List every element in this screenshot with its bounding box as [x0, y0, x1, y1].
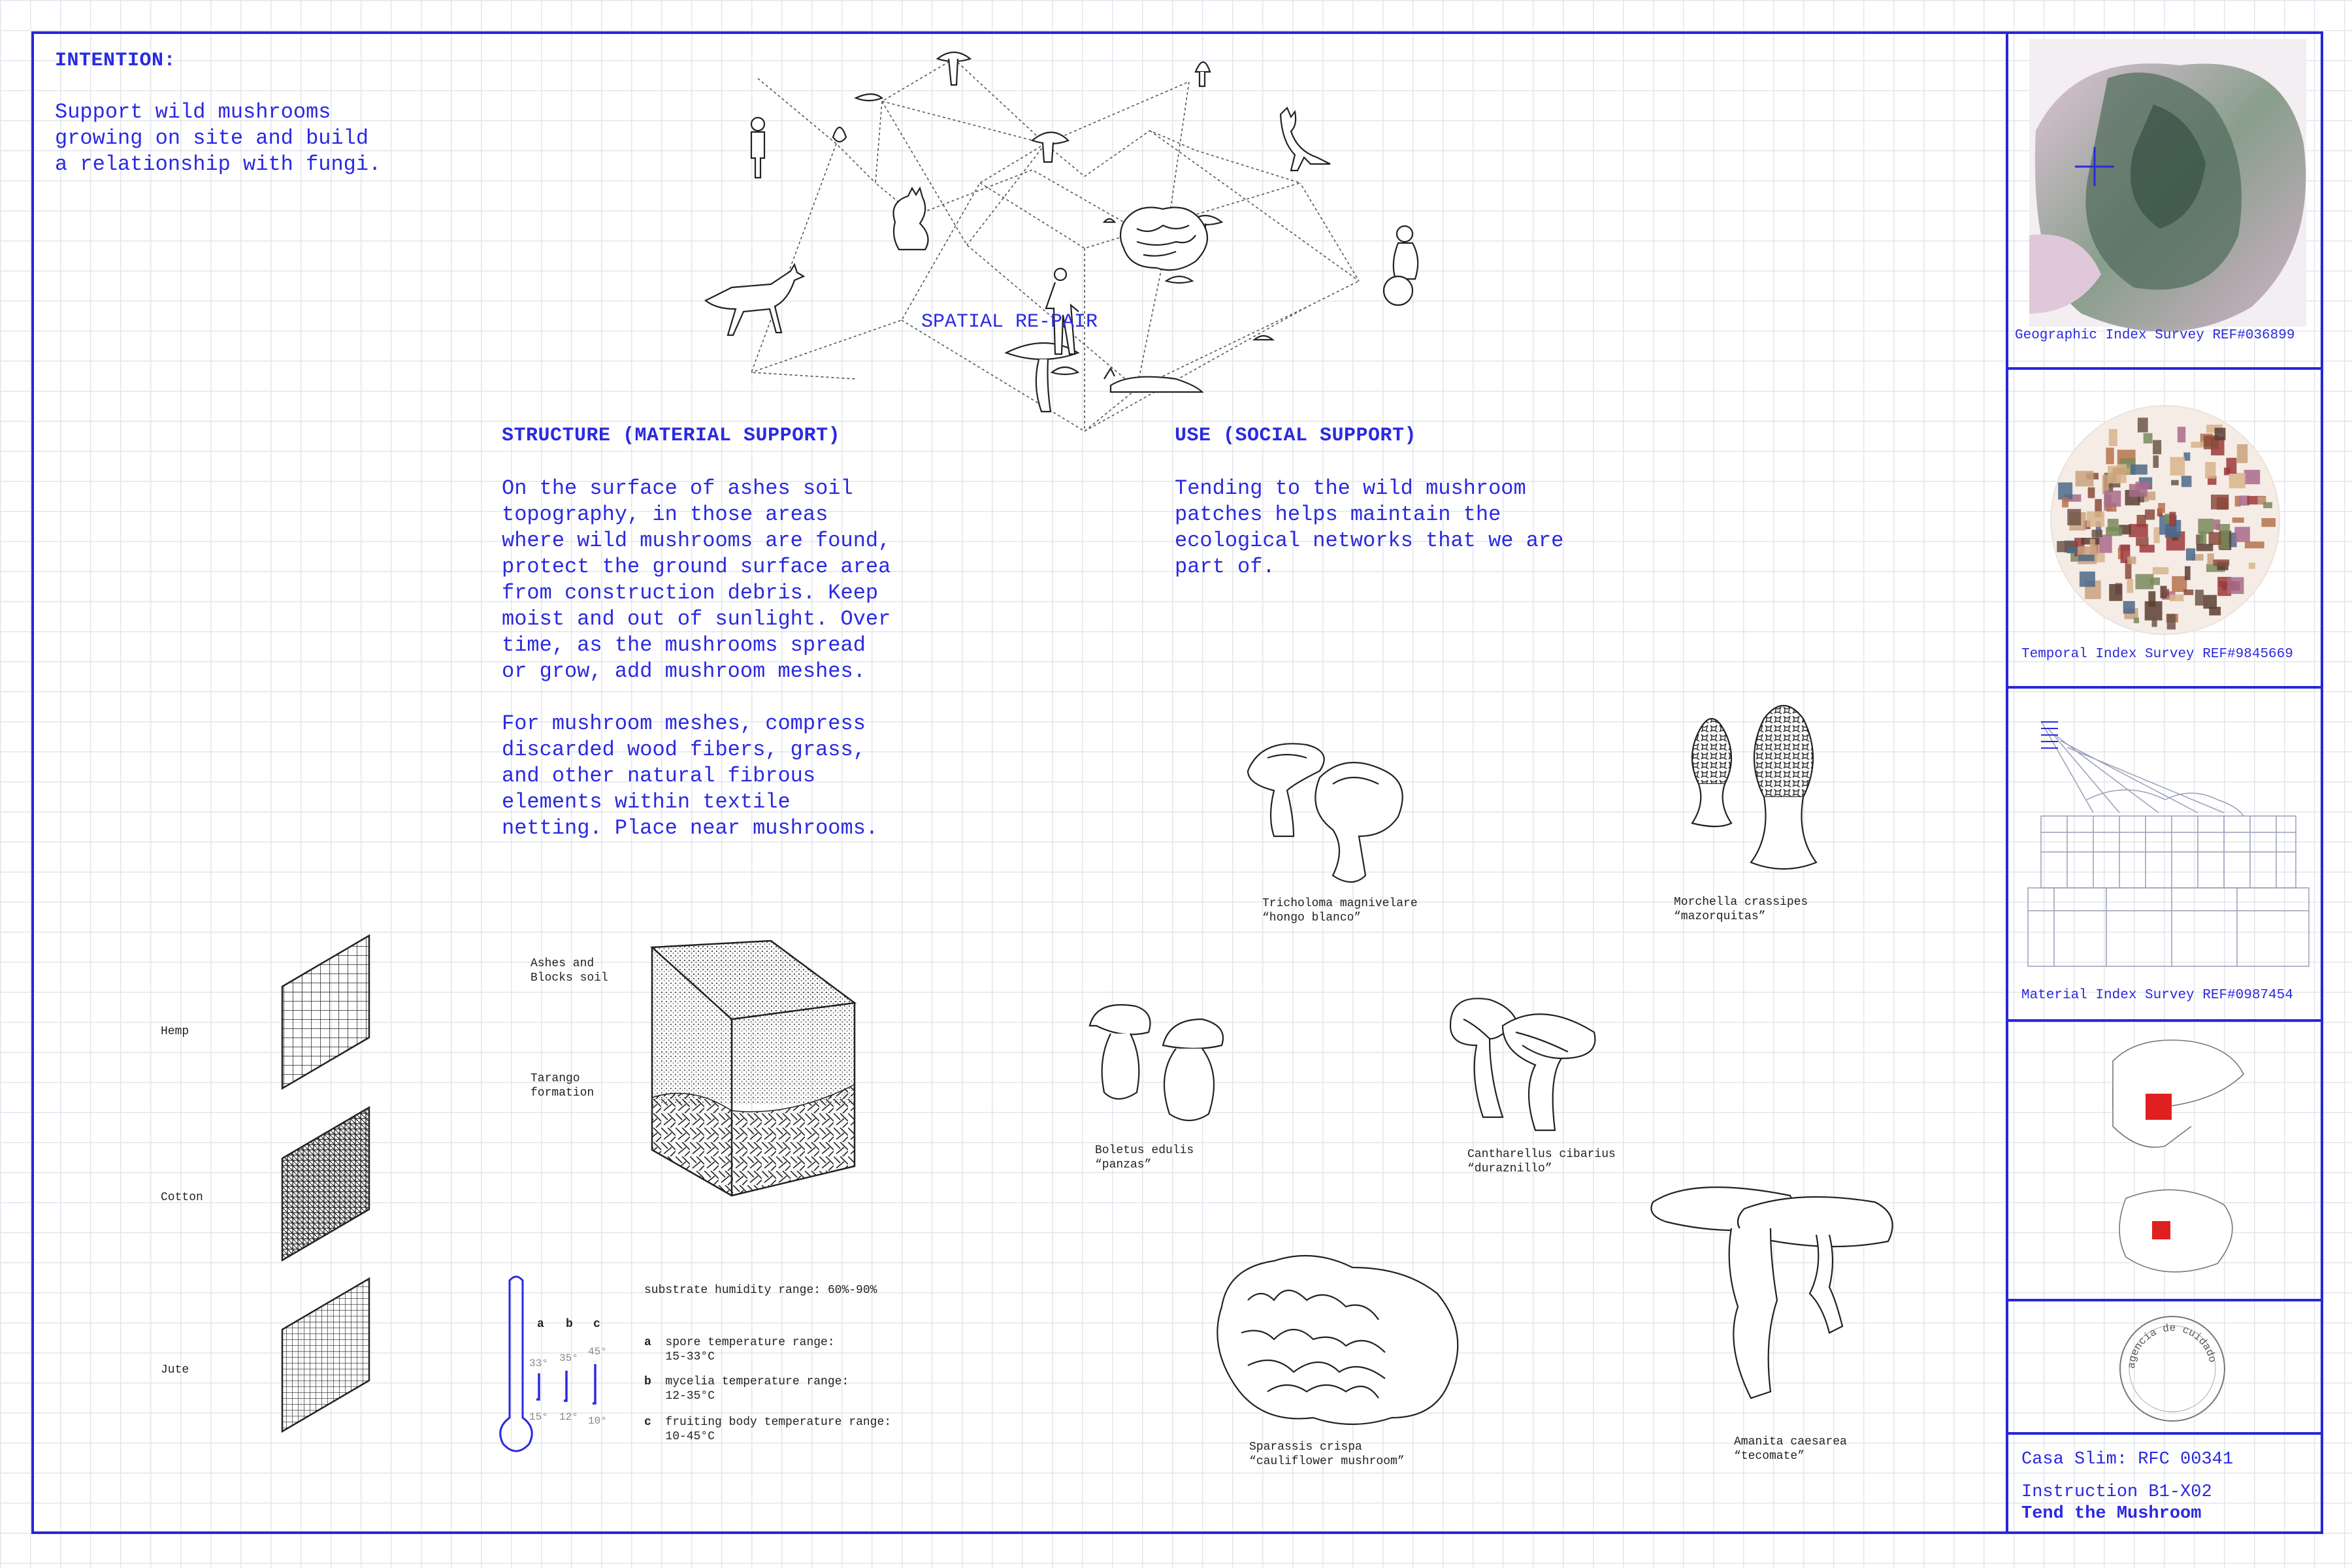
collage-fragment [2099, 534, 2112, 553]
collage-fragment [2213, 519, 2221, 529]
use-title: USE (SOCIAL SUPPORT) [1175, 425, 1417, 447]
collage-fragment [2087, 512, 2104, 527]
amanita-illustration [1646, 1183, 1921, 1418]
collage-fragment [2170, 457, 2185, 476]
site-plan-image [2106, 1035, 2250, 1283]
collage-fragment [2058, 482, 2072, 499]
collage-fragment [2183, 589, 2193, 595]
agency-stamp-icon [2117, 1313, 2228, 1424]
project-ref: Casa Slim: RFC 00341 [2021, 1450, 2234, 1469]
use-text: Tending to the wild mushroom patches helps maintain the ecological networks that we are part of. [1175, 476, 1564, 579]
collage-fragment [2171, 480, 2179, 485]
mesh-label-hemp: Hemp [161, 1025, 189, 1038]
soil-bottom-label: Tarango formation [531, 1072, 595, 1100]
collage-fragment [2134, 617, 2139, 623]
collage-fragment [2215, 428, 2226, 440]
tricholoma-label: Tricholoma magnivelare “hongo blanco” [1262, 897, 1418, 924]
thermo-low-b: 12° [559, 1411, 578, 1423]
collage-fragment [2129, 484, 2148, 497]
structure-title: STRUCTURE (MATERIAL SUPPORT) [502, 425, 841, 447]
collage-fragment [2109, 429, 2117, 446]
thermo-high-a: 33° [529, 1358, 548, 1369]
collage-fragment [2185, 566, 2191, 580]
collage-fragment [2109, 584, 2122, 601]
temporal-collage-image [2034, 396, 2296, 644]
range-a: a spore temperature range: 15-33°C [644, 1336, 835, 1364]
collage-fragment [2136, 537, 2148, 546]
material-caption: Material Index Survey REF#0987454 [2021, 988, 2293, 1003]
collage-fragment [2145, 510, 2155, 520]
morchella-label: Morchella crassipes “mazorquitas” [1674, 896, 1808, 923]
collage-fragment [2106, 448, 2114, 464]
collage-fragment [2153, 567, 2168, 574]
temporal-caption: Temporal Index Survey REF#9845669 [2021, 647, 2293, 662]
intention-text: Support wild mushrooms growing on site and build a relationship with fungi. [55, 100, 382, 176]
structure-text: On the surface of ashes soil topography, in those areas where wild mushrooms are found, protect the ground surface area from construction debris. Keep moist and out of sunlight. Over time, as the mushrooms spread or grow, add mushroom meshes. For mushroom meshes, compress discarded wood fibers, grass, and other natural fibrous elements within textile netting. Place near mushrooms. [502, 476, 891, 840]
thermo-high-b: 35° [559, 1352, 578, 1364]
thermo-range-bars [532, 1346, 604, 1418]
soil-block-diagram [647, 941, 869, 1202]
collage-fragment [2209, 532, 2221, 545]
thermo-col-b: b [566, 1318, 573, 1331]
tricholoma-illustration [1241, 738, 1437, 882]
collage-fragment [2237, 444, 2247, 463]
collage-fragment [2127, 557, 2136, 564]
collage-fragment [2088, 487, 2095, 498]
collage-fragment [2144, 433, 2153, 444]
collage-fragment [2131, 465, 2148, 475]
geographic-map-image [2029, 39, 2306, 327]
mesh-jute [282, 1279, 369, 1431]
collage-fragment [2229, 473, 2246, 489]
thermometer-icon [497, 1274, 536, 1470]
collage-fragment [2090, 539, 2095, 555]
cantharellus-label: Cantharellus cibarius “duraznillo” [1467, 1148, 1616, 1175]
mesh-label-jute: Jute [161, 1364, 189, 1377]
collage-fragment [2148, 591, 2155, 607]
thermo-col-c: c [593, 1318, 600, 1331]
thermo-col-a: a [537, 1318, 544, 1331]
stamp-panel [2008, 1301, 2323, 1435]
material-index-panel[interactable] [2008, 689, 2323, 1022]
stamp-text: agencia de cuidado [2125, 1322, 2219, 1369]
collage-fragment [2067, 509, 2081, 525]
collage-fragment [2106, 527, 2122, 536]
collage-fragment [2076, 471, 2094, 487]
thermo-high-c: 45° [588, 1346, 607, 1358]
collage-fragment [2078, 555, 2095, 561]
collage-fragment [2227, 577, 2244, 594]
collage-fragment [2211, 495, 2229, 510]
collage-fragment [2129, 524, 2148, 537]
soil-top-label: Ashes and Blocks soil [531, 957, 608, 985]
thermo-low-c: 10° [588, 1415, 607, 1427]
title-block [2021, 1448, 2233, 1524]
collage-fragment [2138, 417, 2148, 432]
collage-fragment [2195, 590, 2204, 606]
geographic-index-panel[interactable] [2008, 31, 2323, 370]
collage-fragment [2181, 476, 2192, 487]
collage-fragment [2062, 497, 2068, 508]
temporal-index-panel[interactable] [2008, 370, 2323, 689]
collage-fragment [2261, 518, 2276, 527]
amanita-label: Amanita caesarea “tecomate” [1734, 1435, 1847, 1463]
collage-fragment [2080, 572, 2095, 587]
site-location-panel [2008, 1022, 2323, 1301]
collage-fragment [2127, 579, 2133, 593]
collage-fragment [2263, 502, 2272, 508]
collage-fragment [2232, 517, 2244, 523]
boletus-illustration [1085, 1000, 1248, 1124]
collage-fragment [2163, 589, 2169, 596]
collage-fragment [2213, 559, 2230, 565]
range-c: c fruiting body temperature range: 10-45°C [644, 1416, 892, 1443]
collage-fragment [2197, 544, 2213, 551]
collage-fragment [2067, 547, 2079, 553]
collage-fragment [2092, 530, 2102, 537]
collage-fragment [2140, 545, 2155, 553]
collage-fragment [2104, 491, 2121, 507]
collage-fragment [2205, 462, 2215, 478]
svg-text:agencia de cuidado [2126, 1322, 2218, 1369]
spatial-network-diagram [679, 33, 1450, 464]
collage-fragment [2167, 614, 2176, 630]
material-building-image [2015, 702, 2315, 976]
instruction-ref: Instruction B1-X02 [2021, 1482, 2212, 1502]
boletus-label: Boletus edulis “panzas” [1095, 1144, 1194, 1171]
intention-title: INTENTION: [55, 50, 176, 72]
mesh-label-cotton: Cotton [161, 1191, 203, 1204]
collage-fragment [2226, 458, 2236, 474]
morchella-illustration [1673, 706, 1842, 875]
collage-fragment [2152, 617, 2157, 627]
geo-caption: Geographic Index Survey REF#036899 [2015, 328, 2295, 343]
collage-fragment [2153, 527, 2159, 543]
collage-fragment [2203, 595, 2217, 609]
collage-fragment [2112, 468, 2130, 474]
humidity-range: substrate humidity range: 60%-90% [644, 1284, 877, 1297]
sidebar [2006, 31, 2323, 1534]
collage-fragment [2186, 548, 2195, 561]
cantharellus-illustration [1444, 987, 1607, 1137]
collage-fragment [2208, 553, 2214, 564]
collage-fragment [2244, 470, 2260, 484]
collage-fragment [2245, 542, 2264, 549]
collage-fragment [2153, 455, 2159, 468]
collage-fragment [2135, 574, 2153, 589]
collage-fragment [2178, 427, 2185, 442]
sparassis-illustration [1209, 1241, 1470, 1437]
thermo-low-a: 15° [529, 1411, 548, 1423]
collage-fragment [2123, 601, 2135, 613]
collage-fragment [2153, 440, 2161, 455]
collage-fragment [2170, 595, 2183, 602]
sparassis-label: Sparassis crispa “cauliflower mushroom” [1249, 1441, 1405, 1468]
mesh-hemp [282, 936, 369, 1088]
network-label: SPATIAL RE-PAIR [921, 311, 1098, 333]
instruction-title: Tend the Mushroom [2021, 1504, 2202, 1524]
collage-fragment [2158, 503, 2165, 513]
mesh-samples [274, 928, 392, 1444]
collage-fragment [2191, 442, 2204, 448]
mesh-cotton [282, 1107, 369, 1260]
range-b: b mycelia temperature range: 12-35°C [644, 1375, 849, 1403]
collage-fragment [2234, 527, 2250, 542]
collage-fragment [2200, 531, 2206, 545]
collage-fragment [2249, 563, 2255, 569]
collage-fragment [2169, 512, 2176, 526]
